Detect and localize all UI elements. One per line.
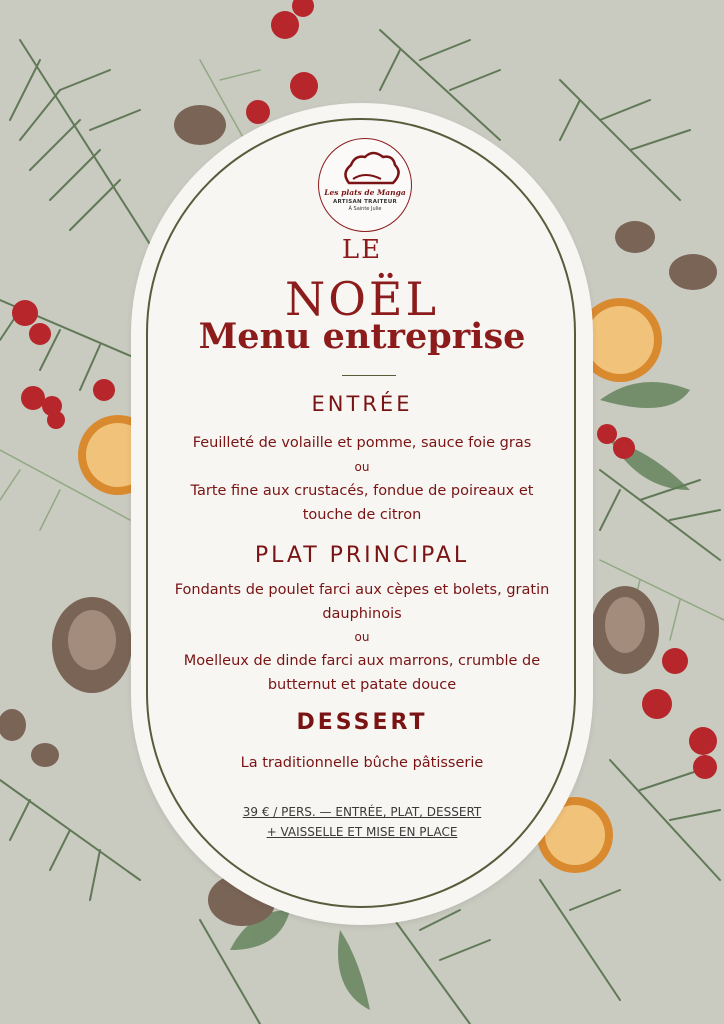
logo-location: À Sainte Julie [348,206,382,212]
plat-option-2-line-2: butternut et patate douce [267,677,457,693]
section-heading-dessert: DESSERT [296,710,428,735]
section-heading-entree: ENTRÉE [311,392,413,416]
page-title: Menu entreprise [198,316,526,357]
entree-option-1: Feuilleté de volaille et pomme, sauce foie gras [192,435,532,451]
logo-subtitle: ARTISAN TRAITEUR [332,199,398,205]
entree-option-2-line-1: Tarte fine aux crustacés, fondue de poireaux et [190,483,534,499]
title-noel: NOËL [284,272,440,326]
plat-option-1-line-2: dauphinois [322,606,402,622]
dessert-option-1: La traditionnelle bûche pâtisserie [240,755,484,771]
entree-option-2-line-2: touche de citron [302,507,422,523]
price-line-1: 39 € / PERS. — ENTRÉE, PLAT, DESSERT [242,805,482,819]
plat-or: ou [354,630,370,644]
plat-option-1-line-1: Fondants de poulet farci aux cèpes et bolets, gratin [174,582,550,598]
plat-option-2-line-1: Moelleux de dinde farci aux marrons, crumble de [183,653,541,669]
section-heading-plat: PLAT PRINCIPAL [254,543,470,568]
title-divider [342,375,396,376]
logo-name: Les plats de Manga [324,188,406,197]
price-line-2: + VAISSELLE ET MISE EN PLACE [266,825,458,839]
brand-logo [318,138,412,232]
title-le: LE [341,235,383,265]
entree-or: ou [354,460,370,474]
chef-hat-icon [319,139,413,233]
